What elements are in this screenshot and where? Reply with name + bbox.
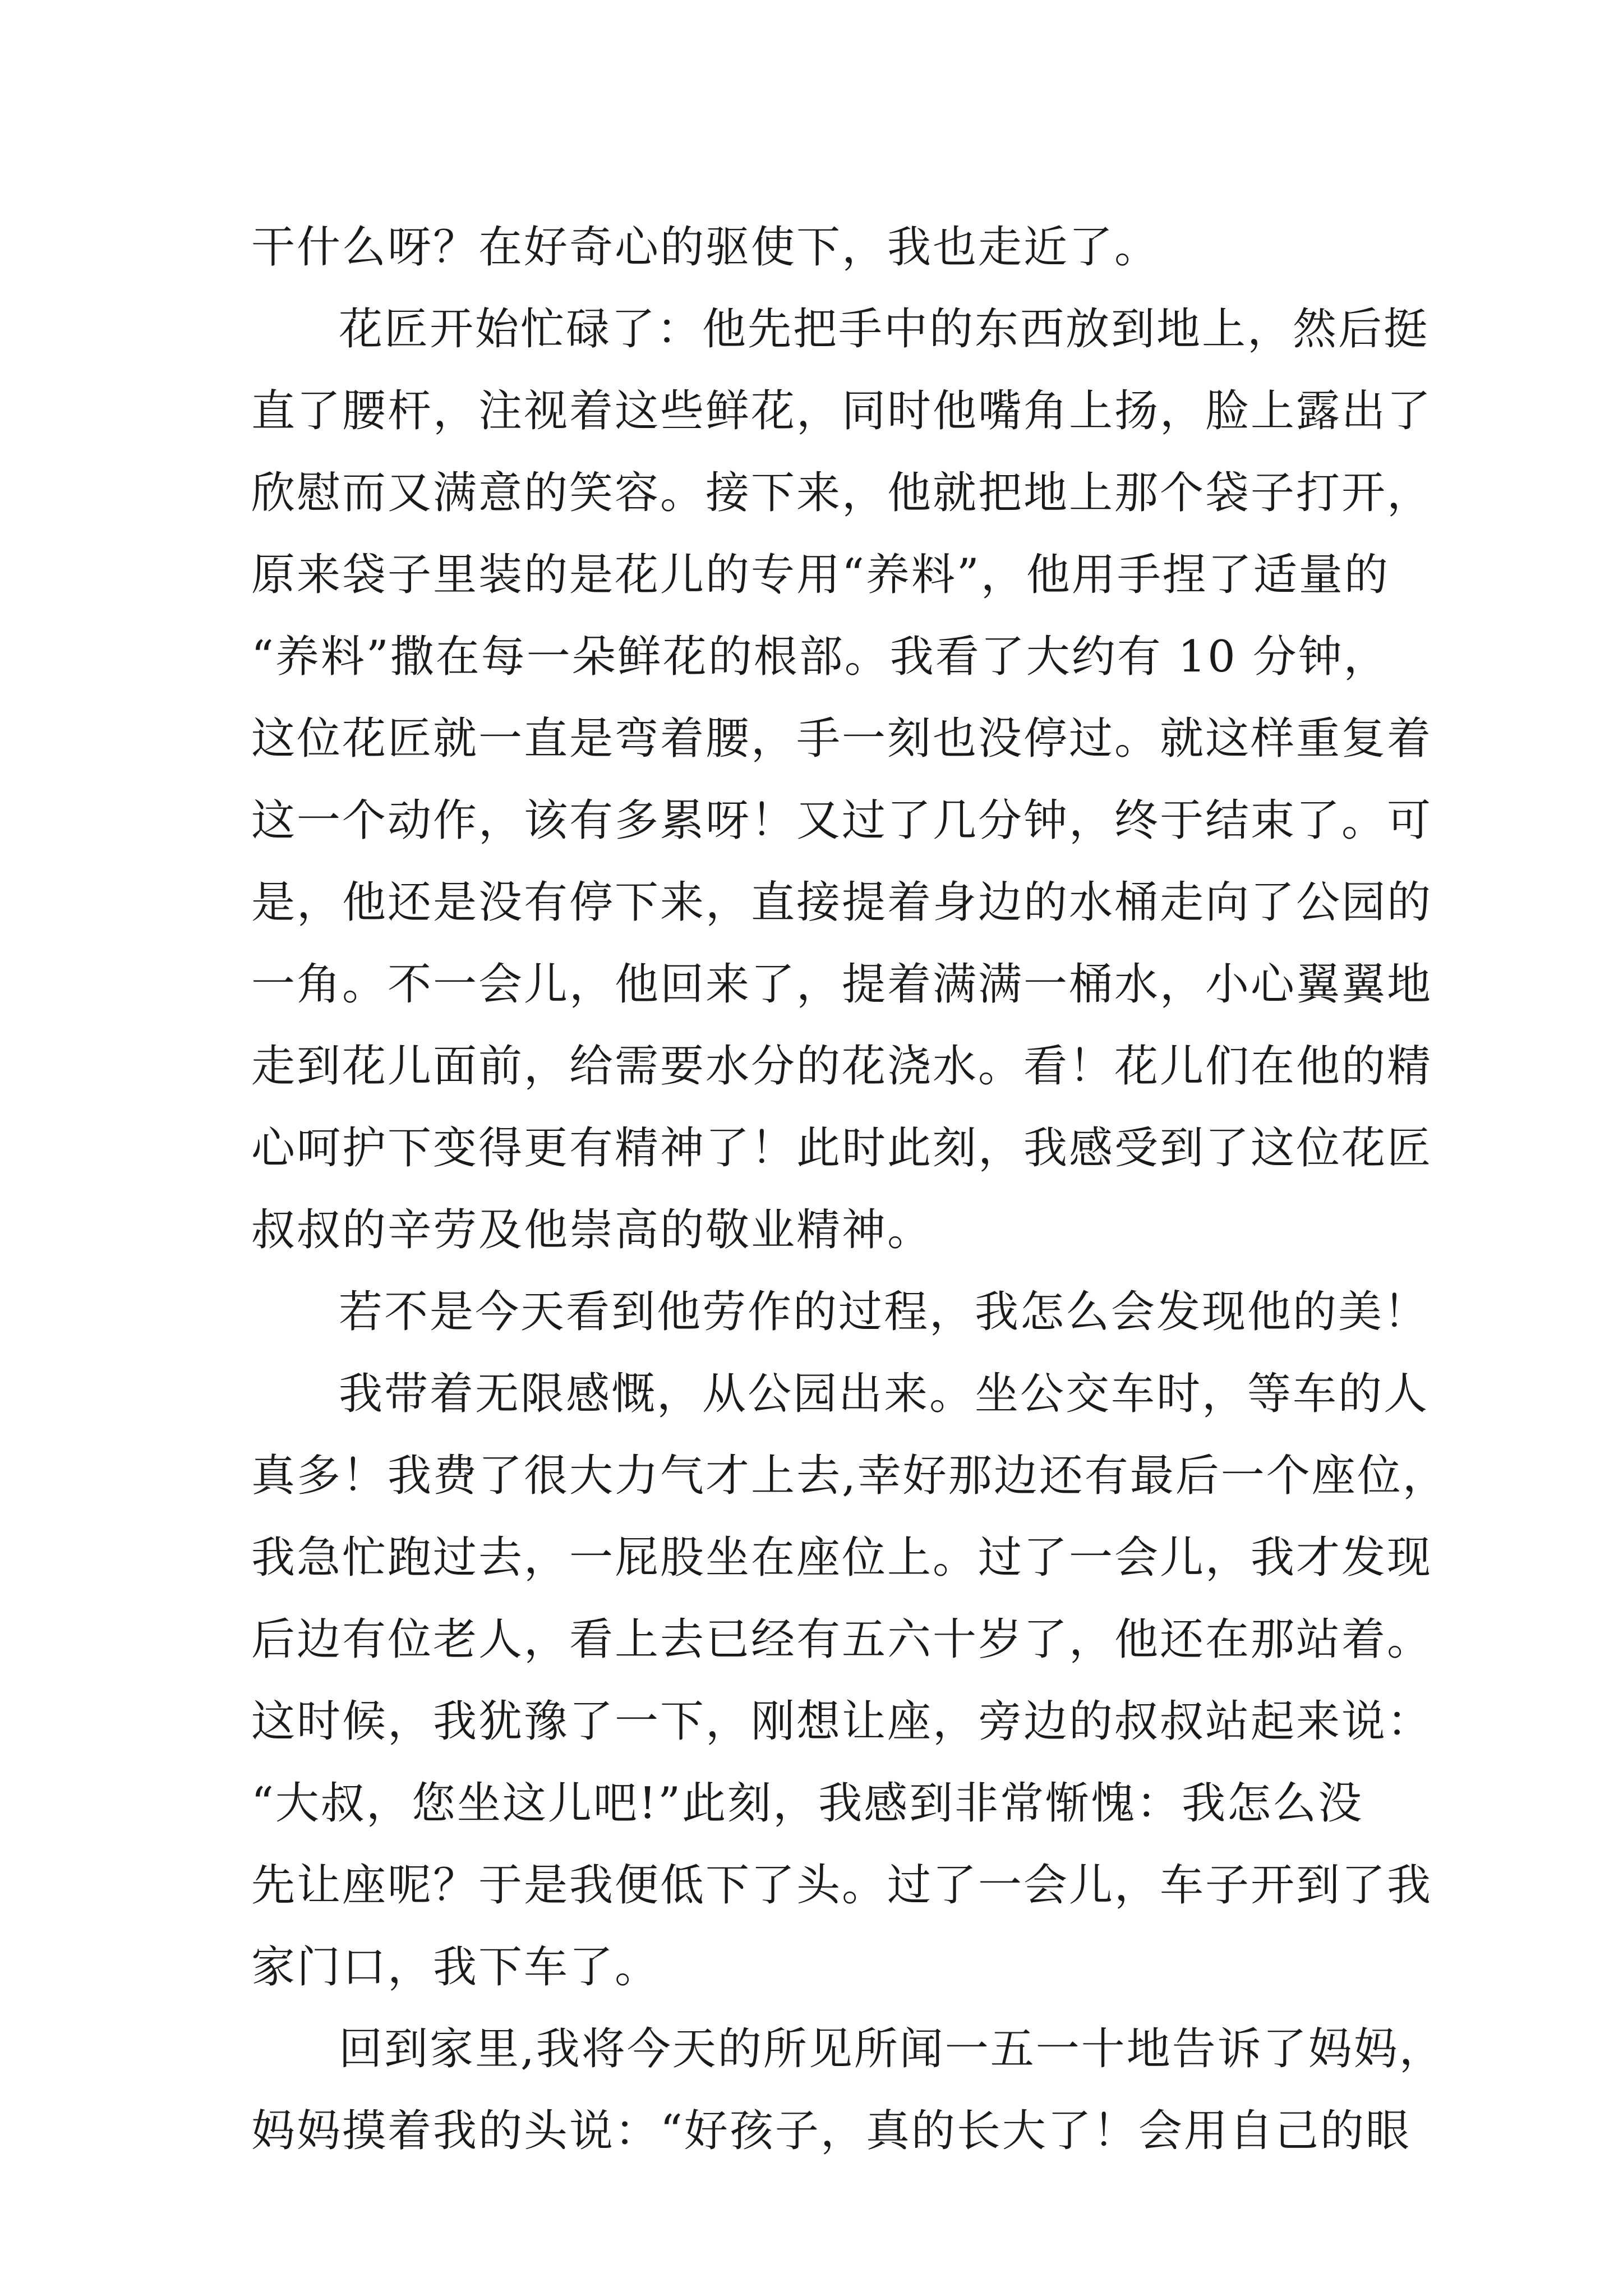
text-line: 这一个动作，该有多累呀！又过了几分钟，终于结束了。可 — [251, 795, 1433, 846]
text-line: 欣慰而又满意的笑容。接下来，他就把地上那个袋子打开， — [251, 468, 1433, 518]
text-line: 直了腰杆，注视着这些鲜花，同时他嘴角上扬，脸上露出了 — [251, 386, 1433, 436]
text-line: 家门口，我下车了。 — [251, 1942, 661, 1993]
text-line: “养料”撒在每一朵鲜花的根部。我看了大约有 10 分钟， — [251, 632, 1389, 682]
text-line: 这位花匠就一直是弯着腰，手一刻也没停过。就这样重复着 — [251, 714, 1433, 764]
text-line: 我带着无限感慨，从公园出来。坐公交车时，等车的人 — [339, 1369, 1430, 1419]
document-body — [251, 206, 1448, 2172]
text-line: 是，他还是没有停下来，直接提着身边的水桶走向了公园的 — [251, 877, 1433, 928]
text-line: 先让座呢？于是我便低下了头。过了一会儿，车子开到了我 — [251, 1860, 1433, 1911]
text-line: 一角。不一会儿，他回来了，提着满满一桶水，小心翼翼地 — [251, 959, 1433, 1010]
text-line: 若不是今天看到他劳作的过程，我怎么会发现他的美！ — [339, 1287, 1430, 1337]
text-line: 真多！我费了很大力气才上去,幸好那边还有最后一个座位， — [251, 1451, 1448, 1501]
text-line: 后边有位老人，看上去已经有五六十岁了，他还在那站着。 — [251, 1614, 1433, 1665]
text-line: 原来袋子里装的是花儿的专用“养料”，他用手捏了适量的 — [251, 550, 1390, 600]
text-line: 回到家里,我将今天的所见所闻一五一十地告诉了妈妈， — [339, 2024, 1445, 2074]
text-line: 我急忙跑过去，一屁股坐在座位上。过了一会儿，我才发现 — [251, 1533, 1433, 1583]
text-line: 心呵护下变得更有精神了！此时此刻，我感受到了这位花匠 — [251, 1123, 1433, 1174]
text-line: 这时候，我犹豫了一下，刚想让座，旁边的叔叔站起来说： — [251, 1696, 1433, 1747]
text-line: 走到花儿面前，给需要水分的花浇水。看！花儿们在他的精 — [251, 1041, 1433, 1092]
text-line: 妈妈摸着我的头说：“好孩子，真的长大了！会用自己的眼 — [251, 2106, 1411, 2156]
text-line: 干什么呀？在好奇心的驱使下，我也走近了。 — [251, 222, 1160, 273]
text-line: 叔叔的辛劳及他崇高的敬业精神。 — [251, 1205, 933, 1255]
text-line: 花匠开始忙碌了：他先把手中的东西放到地上，然后挺 — [339, 304, 1430, 355]
text-line: “大叔，您坐这儿吧!”此刻，我感到非常惭愧：我怎么没 — [251, 1778, 1364, 1829]
